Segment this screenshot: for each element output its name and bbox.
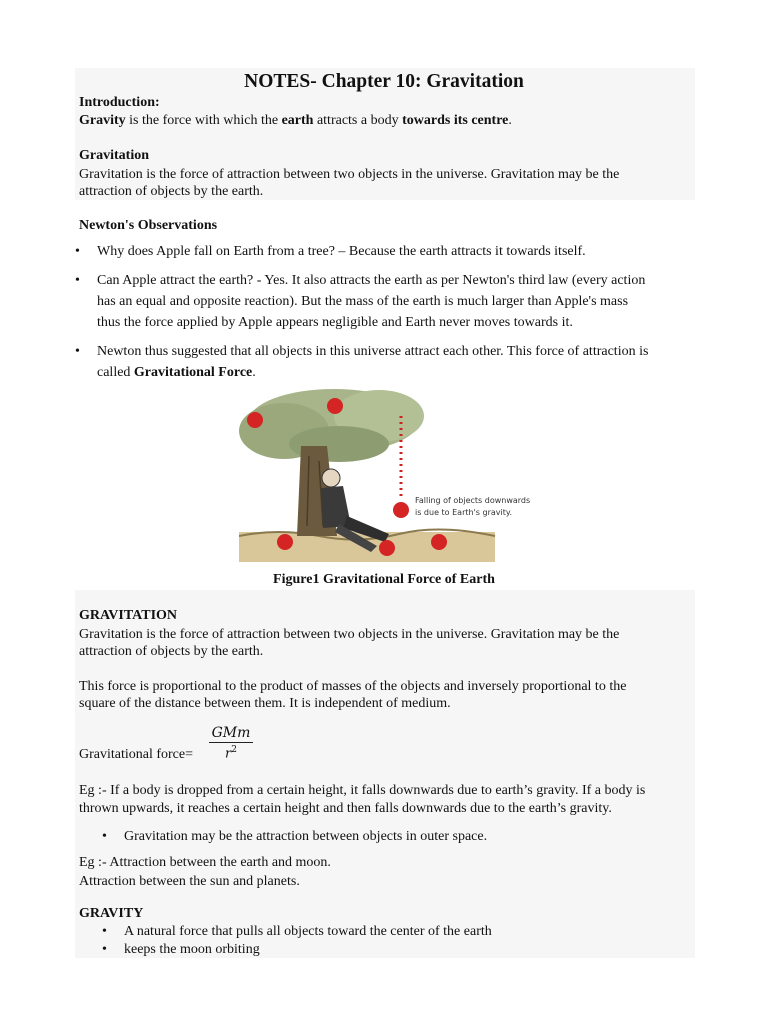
proportional-line-2: square of the distance between them. It is independent of medium. xyxy=(79,696,451,711)
figure-annotation-2: is due to Earth's gravity. xyxy=(415,508,512,517)
gravitation-heading: Gravitation xyxy=(79,148,149,163)
gravitation-upper-line-1: Gravitation is the force of attraction between two objects in the universe. Gravitation may be the xyxy=(79,627,620,642)
earth-word: earth xyxy=(281,113,314,128)
formula-label: Gravitational force= xyxy=(79,747,194,762)
newton-heading: Newton's Observations xyxy=(79,218,218,233)
newton-bullet-2-line-2: has an equal and opposite reaction). But the mass of the earth is much larger than Apple's mass xyxy=(97,294,629,309)
gravitation-upper-heading: GRAVITATION xyxy=(79,608,178,623)
fraction-bar xyxy=(209,742,253,743)
formula-exponent: 2 xyxy=(231,745,237,755)
formula-denominator xyxy=(209,745,253,761)
newton-bullet-list xyxy=(97,241,707,383)
towards-centre: towards its centre xyxy=(402,113,509,128)
bullet-3-end: . xyxy=(252,365,256,380)
gravity-heading: GRAVITY xyxy=(79,906,144,921)
newton-bullet-2 xyxy=(97,270,707,333)
example-1-line-2: thrown upwards, it reaches a certain height and then falls downwards due to the earth’s gravity. xyxy=(79,801,612,816)
page-title: NOTES- Chapter 10: Gravitation xyxy=(244,71,524,92)
newton-bullet-1: • Why does Apple fall on Earth from a tree? – Because the earth attracts it towards itself. xyxy=(97,241,707,262)
example-1-line-1: Eg :- If a body is dropped from a certain height, it falls downwards due to earth’s gravity. If a body is xyxy=(79,783,646,798)
gravitational-formula xyxy=(209,725,253,761)
newton-bullet-3 xyxy=(97,341,707,383)
formula-numerator: GMm xyxy=(211,725,251,741)
intro-heading: Introduction: xyxy=(79,95,160,110)
example-2-line-2: Attraction between the sun and planets. xyxy=(79,874,300,889)
figure-caption: Figure1 Gravitational Force of Earth xyxy=(273,572,495,587)
intro-text-part1: is the force with which the xyxy=(125,113,282,128)
gravity-bullet-1: • A natural force that pulls all objects toward the center of the earth xyxy=(124,923,684,941)
gravitation-line-1: Gravitation is the force of attraction between two objects in the universe. Gravitation may be the xyxy=(79,167,620,182)
outer-space-bullet: • Gravitation may be the attraction between objects in outer space. xyxy=(124,826,684,847)
gravity-bullet-2: • keeps the moon orbiting xyxy=(124,941,684,959)
intro-text-part2: attracts a body xyxy=(313,113,403,128)
newton-bullet-3-line-1: • Newton thus suggested that all objects in this universe attract each other. This force of attraction is xyxy=(97,344,649,359)
newton-apple-figure xyxy=(239,386,539,562)
apple-tree-illustration xyxy=(239,386,539,562)
formula-r: r xyxy=(225,746,232,762)
gravity-bullet-list xyxy=(124,923,684,959)
newton-bullet-2-line-1: • Can Apple attract the earth? - Yes. It also attracts the earth as per Newton's third law (every action xyxy=(97,273,646,288)
newton-bullet-2-line-3: thus the force applied by Apple appears negligible and Earth never moves towards it. xyxy=(97,315,573,330)
gravity-word: Gravity xyxy=(79,113,126,128)
bullet-3-start: called xyxy=(97,365,134,380)
newton-bullet-3-line-2 xyxy=(97,362,707,383)
proportional-line-1: This force is proportional to the product of masses of the objects and inversely proportional to the xyxy=(79,679,627,694)
intro-period: . xyxy=(508,113,512,128)
gravitation-upper-line-2: attraction of objects by the earth. xyxy=(79,644,264,659)
gravitation-line-2: attraction of objects by the earth. xyxy=(79,184,264,199)
intro-text xyxy=(79,112,699,130)
example-2-line-1: Eg :- Attraction between the earth and moon. xyxy=(79,855,331,870)
figure-annotation-1: Falling of objects downwards xyxy=(415,496,531,505)
gravitational-force-bold: Gravitational Force xyxy=(133,365,253,380)
outer-space-bullet-list xyxy=(124,826,684,847)
